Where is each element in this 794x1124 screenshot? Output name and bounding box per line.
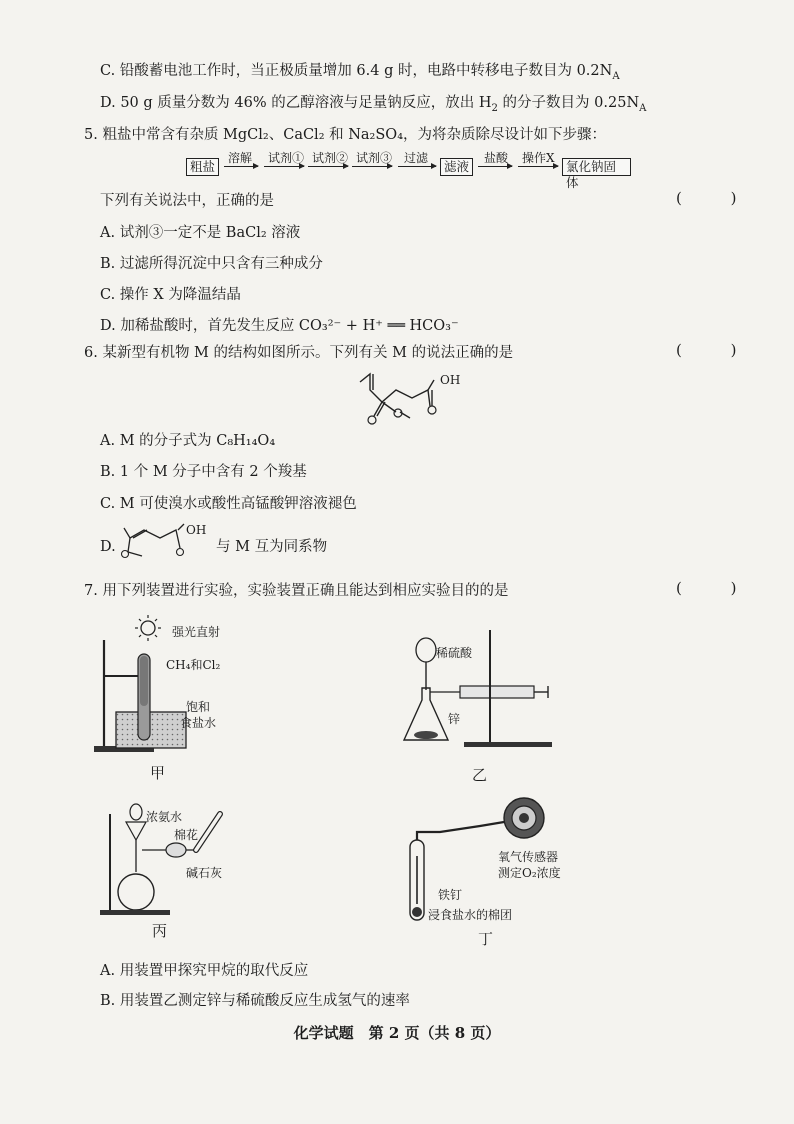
q5-stem: 5. 粗盐中常含有杂质 MgCl₂、CaCl₂ 和 Na₂SO₄，为将杂质除尽设计如下步骤：: [84, 127, 607, 143]
ding-nail-label: 铁钉: [438, 888, 463, 902]
q6-stem: 6. 某新型有机物 M 的结构如图所示。下列有关 M 的说法正确的是: [84, 345, 514, 361]
page-footer: 化学试题 第 2 页（共 8 页）: [293, 1024, 501, 1042]
q4-option-d-sub2: A: [639, 102, 647, 114]
q5-question: 下列有关说法中，正确的是: [100, 193, 274, 209]
q4-option-c: [100, 62, 620, 86]
q4-option-d-pre: D. 50 g 质量分数为 46% 的乙醇溶液与足量钠反应，放出 H: [100, 95, 492, 111]
flow-start-box: 粗盐: [186, 158, 219, 176]
jia-light-label: 强光直射: [172, 625, 221, 639]
q5-option-a: A. 试剂③一定不是 BaCl₂ 溶液: [100, 225, 301, 241]
bing-caption: 丙: [152, 922, 168, 940]
q6-answer-paren: ( ): [676, 341, 759, 359]
q6-option-b: B. 1 个 M 分子中含有 2 个羧基: [100, 464, 307, 480]
q4-option-c-text: C. 铅酸蓄电池工作时，当正极质量增加 6.4 g 时，电路中转移电子数目为 0.2N: [100, 63, 613, 79]
q7-answer-paren: ( ): [676, 579, 759, 597]
flow-arrow-6: [478, 166, 512, 167]
q6-structure-oh-label: OH: [440, 373, 461, 387]
q6-option-d-prefix: D.: [100, 539, 116, 555]
q5-option-c: C. 操作 X 为降温结晶: [100, 287, 241, 303]
yi-acid-label: 稀硫酸: [436, 646, 473, 660]
q4-option-d: [100, 94, 646, 118]
q7-option-a: A. 用装置甲探究甲烷的取代反应: [100, 963, 309, 979]
q5-option-b: B. 过滤所得沉淀中只含有三种成分: [100, 256, 323, 272]
flow-step-5: 过滤: [404, 151, 429, 165]
flow-arrow-1: [224, 166, 258, 167]
ding-sensor-label-2: 测定O₂浓度: [498, 866, 561, 880]
flow-step-6: 盐酸: [484, 151, 509, 165]
apparatus-yi-drawing: [400, 630, 560, 760]
flow-arrow-2: [264, 166, 304, 167]
flow-step-4: 试剂③: [356, 151, 393, 165]
q5-answer-paren: ( ): [676, 189, 759, 207]
flow-step-3: 试剂②: [312, 151, 349, 165]
jia-caption: 甲: [150, 764, 166, 782]
q7-option-b: B. 用装置乙测定锌与稀硫酸反应生成氢气的速率: [100, 993, 410, 1009]
q4-option-d-post: 的分子数目为 0.25N: [497, 95, 640, 111]
flow-step-2: 试剂①: [268, 151, 305, 165]
bing-lime-label: 碱石灰: [186, 866, 223, 880]
jia-gas-label: CH₄和Cl₂: [166, 658, 221, 672]
q6-option-a: A. M 的分子式为 C₈H₁₄O₄: [100, 433, 276, 449]
ding-cotton-label: 浸食盐水的棉团: [428, 908, 513, 922]
q7-stem: 7. 用下列装置进行实验，实验装置正确且能达到相应实验目的的是: [84, 583, 509, 599]
flow-arrow-5: [398, 166, 436, 167]
flow-arrow-3: [308, 166, 348, 167]
q5-flowchart: [186, 151, 631, 190]
flow-step-7: 操作X: [522, 151, 555, 165]
q4-option-d-sub: 2: [491, 102, 498, 114]
flow-step-1: 溶解: [228, 151, 253, 165]
flow-arrow-4: [352, 166, 392, 167]
flow-filtrate-box: 滤液: [440, 158, 473, 176]
flow-end-box: 氯化钠固体: [562, 158, 631, 176]
yi-zinc-label: 锌: [448, 712, 461, 726]
bing-cotton-label: 棉花: [174, 828, 199, 842]
q6-option-c: C. M 可使溴水或酸性高锰酸钾溶液褪色: [100, 496, 357, 512]
yi-caption: 乙: [472, 766, 488, 784]
flow-arrow-7: [518, 166, 558, 167]
ding-caption: 丁: [478, 930, 494, 948]
ding-sensor-label-1: 氧气传感器: [498, 850, 559, 864]
jia-brine-label-1: 饱和: [186, 700, 211, 714]
q4-option-c-sub: A: [612, 70, 620, 82]
q6-option-d-text: 与 M 互为同系物: [216, 539, 328, 555]
q5-option-d: D. 加稀盐酸时，首先发生反应 CO₃²⁻ + H⁺ ══ HCO₃⁻: [100, 318, 459, 334]
q6-option-d-oh-label: OH: [186, 523, 207, 537]
jia-brine-label-2: 食盐水: [180, 716, 217, 730]
bing-ammonia-label: 浓氨水: [146, 810, 183, 824]
